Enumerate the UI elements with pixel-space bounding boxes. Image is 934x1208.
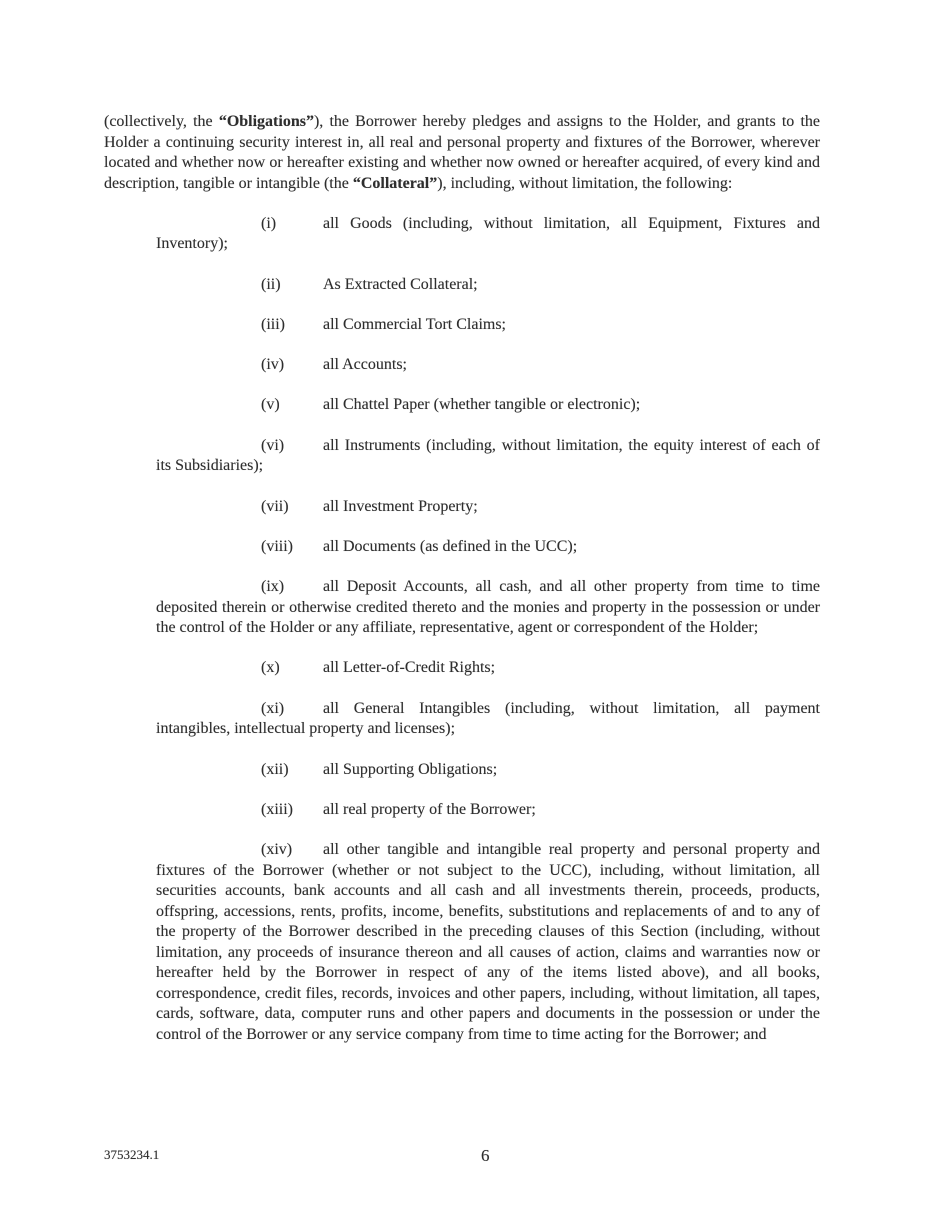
item-text: all Letter-of-Credit Rights; [323, 659, 496, 677]
collateral-item [156, 577, 820, 639]
collateral-item [156, 497, 820, 518]
item-number: (ix) [261, 578, 285, 596]
item-text: all Chattel Paper (whether tangible or electronic); [323, 396, 641, 414]
collateral-item [156, 436, 820, 477]
collateral-item [156, 355, 820, 376]
obligations-term: “Obligations” [218, 113, 314, 130]
item-number: (i) [261, 214, 277, 232]
collateral-item [156, 214, 820, 255]
collateral-term: “Collateral” [352, 174, 438, 192]
item-number: (xiv) [261, 841, 293, 859]
item-number: (vii) [261, 497, 289, 515]
item-number: (xiii) [261, 800, 293, 818]
item-text: all Supporting Obligations; [323, 760, 498, 778]
collateral-item [156, 840, 820, 1045]
item-number: (x) [261, 659, 280, 677]
intro-paragraph [104, 112, 820, 194]
item-number: (iv) [261, 356, 285, 374]
collateral-item [156, 699, 820, 740]
item-text: all Deposit Accounts, all cash, and all other property from time to time deposited therein or otherwise credited thereto and the monies and property in the possession or under the control of the Holder or any affiliate, representative, agent or correspondent of the Holder; [156, 578, 820, 637]
item-text: all Commercial Tort Claims; [323, 315, 506, 333]
collateral-item [156, 315, 820, 336]
item-number: (xi) [261, 699, 285, 717]
item-text: all Instruments (including, without limitation, the equity interest of each of its Subsidiaries); [156, 436, 820, 475]
collateral-item [156, 760, 820, 781]
item-text: all Goods (including, without limitation, all Equipment, Fixtures and Inventory); [156, 214, 820, 253]
page-content [104, 112, 820, 1045]
collateral-item [156, 537, 820, 558]
item-text: As Extracted Collateral; [323, 275, 478, 293]
item-number: (iii) [261, 315, 285, 333]
collateral-item [156, 395, 820, 416]
item-text: all Documents (as defined in the UCC); [323, 537, 578, 555]
item-number: (vi) [261, 436, 285, 454]
collateral-item [156, 658, 820, 679]
page-number: 6 [481, 1146, 490, 1165]
item-number: (xii) [261, 760, 289, 778]
item-number: (ii) [261, 275, 281, 293]
doc-number: 3753234.1 [104, 1147, 160, 1162]
item-text: all Investment Property; [323, 497, 478, 515]
intro-text-1: (collectively, the [104, 113, 219, 130]
item-text: all other tangible and intangible real property and personal property and fixtures of the Borrower (whether or not subject to the UCC), including, without limitation, all securities accounts, bank accounts and all cash and all investments therein, proceeds, products, offspring, accessions, rents, profits, income, benefits, substitutions and replacements of and to any of the property of the Borrower described in the preceding clauses of this Section (including, without limitation, any proceeds of insurance thereon and all causes of action, claims and warranties now or hereafter held by the Borrower in respect of any of the items listed above), and all books, correspondence, credit files, records, invoices and other papers, including, without limitation, all tapes, cards, software, data, computer runs and other papers and documents in the possession or under the control of the Borrower or any service company from time to time acting for the Borrower; and [156, 841, 820, 1043]
item-text: all real property of the Borrower; [323, 800, 536, 818]
item-number: (v) [261, 396, 280, 414]
item-number: (viii) [261, 537, 293, 555]
collateral-item [156, 800, 820, 821]
collateral-list [104, 214, 820, 1045]
collateral-item [156, 275, 820, 296]
item-text: all General Intangibles (including, without limitation, all payment intangibles, intellectual property and licenses); [156, 699, 820, 738]
intro-text-3: ), including, without limitation, the following: [437, 174, 733, 192]
intro-text-2: ), the Borrower hereby pledges and assigns to the Holder, and grants to the Holder a continuing security interest in, all real and personal property and fixtures of the Borrower, wherever located and whether now or hereafter existing and whether now owned or hereafter acquired, of every kind and description, tangible or intangible (the [104, 113, 821, 192]
item-text: all Accounts; [323, 356, 407, 374]
